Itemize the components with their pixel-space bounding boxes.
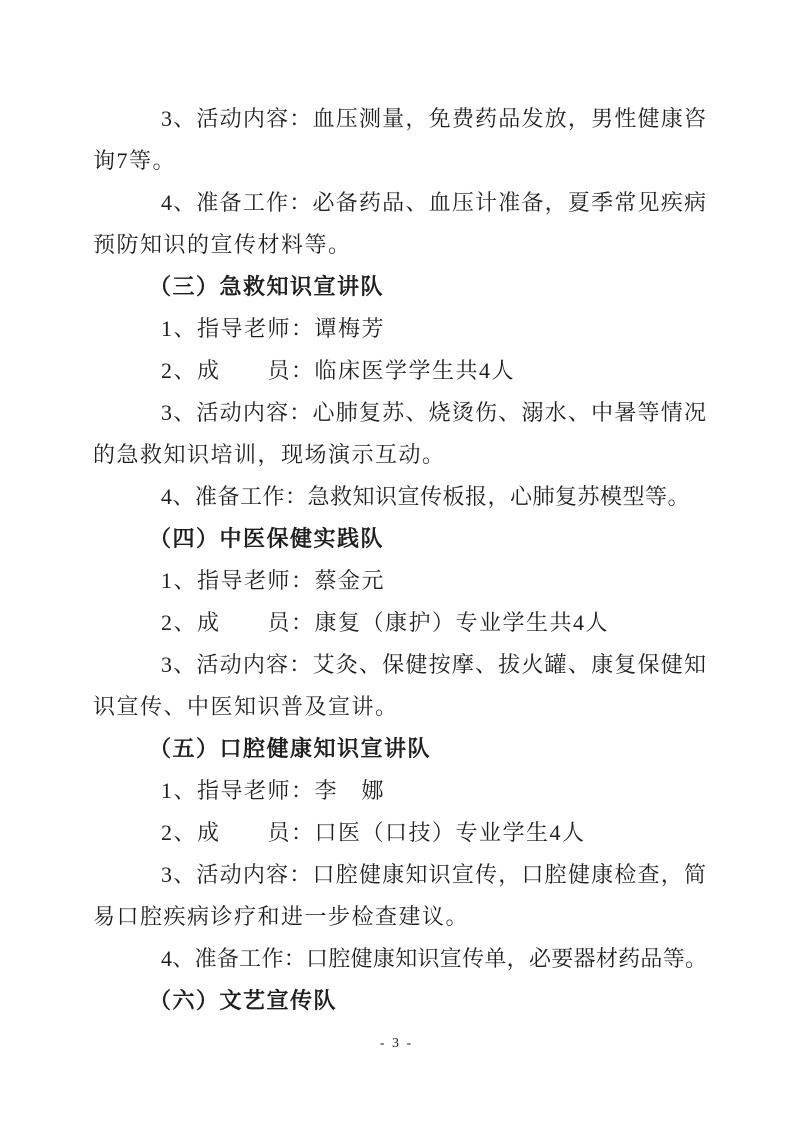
item-line-activity-content: 3、活动内容：口腔健康知识宣传，口腔健康检查，简 (161, 862, 707, 887)
item-line-preparation: 4、准备工作：急救知识宣传板报，心肺复苏模型等。 (161, 484, 691, 509)
section-heading-6: （六）文艺宣传队 (149, 988, 338, 1013)
item-line-activity-content: 3、活动内容：血压测量，免费药品发放，男性健康咨 (161, 106, 707, 131)
section-heading-5: （五）口腔健康知识宣讲队 (149, 736, 432, 761)
item-line-preparation: 4、准备工作：必备药品、血压计准备，夏季常见疾病 (161, 190, 707, 215)
continuation-line: 的急救知识培训，现场演示互动。 (93, 442, 446, 467)
item-line-teacher: 1、指导老师：蔡金元 (161, 568, 386, 593)
item-line-preparation: 4、准备工作：口腔健康知识宣传单，必要器材药品等。 (161, 946, 707, 971)
section-heading-3: （三）急救知识宣讲队 (149, 274, 385, 299)
item-line-members: 2、成 员：临床医学学生共4人 (161, 358, 516, 383)
item-line-members: 2、成 员：口医（口技）专业学生4人 (161, 820, 586, 845)
item-line-teacher: 1、指导老师：李 娜 (161, 778, 386, 803)
item-line-members: 2、成 员：康复（康护）专业学生共4人 (161, 610, 610, 635)
continuation-line: 易口腔疾病诊疗和进一步检查建议。 (93, 904, 470, 929)
page-number: - 3 - (379, 1036, 414, 1051)
item-line-teacher: 1、指导老师：谭梅芳 (161, 316, 386, 341)
continuation-line: 询7等。 (93, 148, 177, 173)
section-heading-4: （四）中医保健实践队 (149, 526, 385, 551)
item-line-activity-content: 3、活动内容：心肺复苏、烧烫伤、溺水、中暑等情况 (161, 400, 707, 425)
item-line-activity-content: 3、活动内容：艾灸、保健按摩、拔火罐、康复保健知 (161, 652, 707, 677)
page-content (93, 98, 707, 1022)
continuation-line: 识宣传、中医知识普及宣讲。 (93, 694, 399, 719)
continuation-line: 预防知识的宣传材料等。 (93, 232, 352, 257)
